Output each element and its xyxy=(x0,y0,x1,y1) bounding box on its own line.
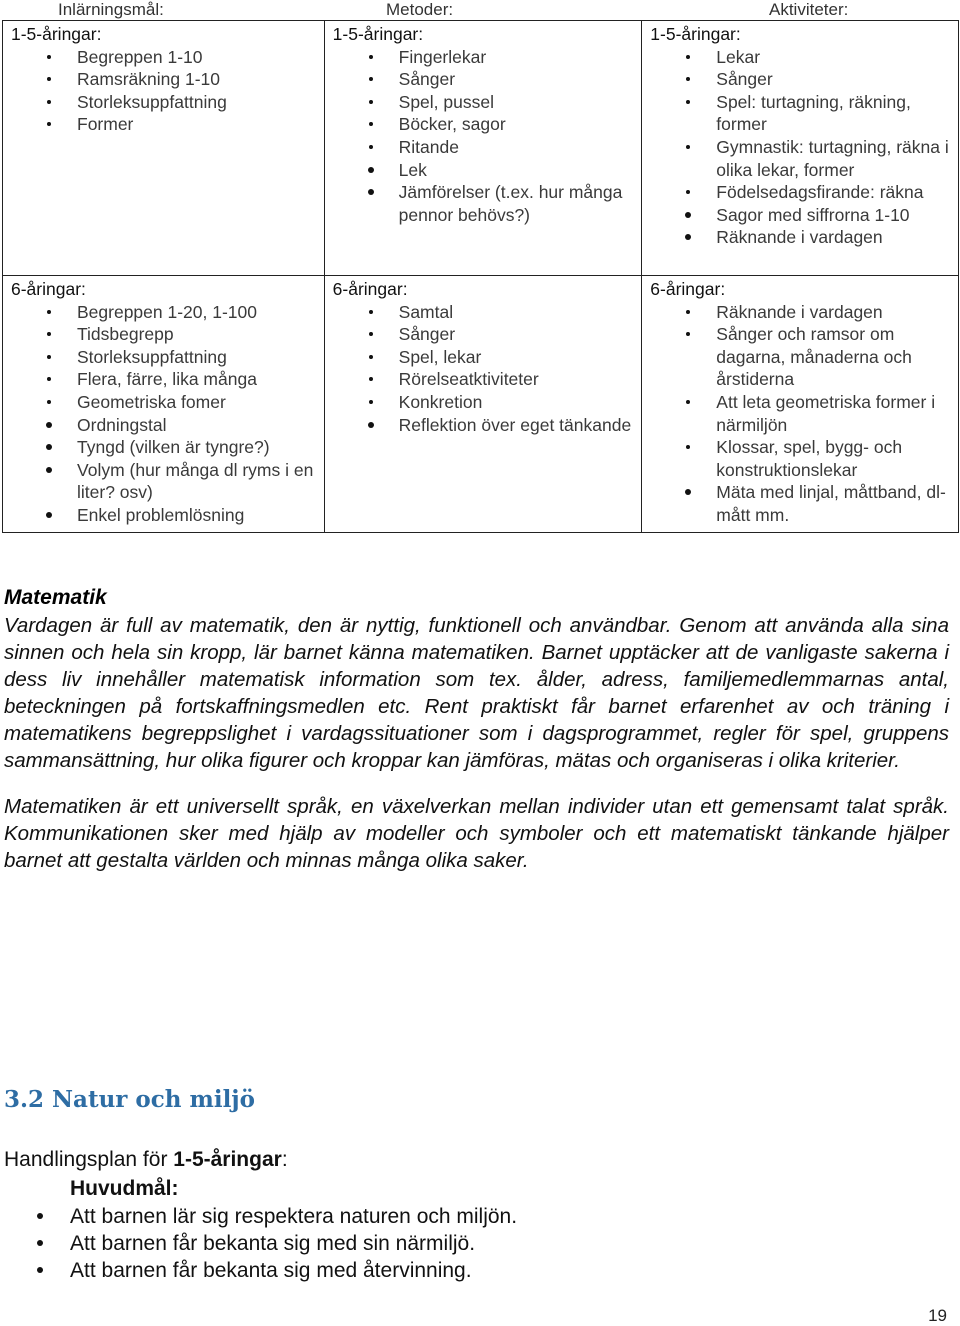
list-item: Födelsedagsfirande: räkna xyxy=(716,181,950,204)
group-label: 6-åringar: xyxy=(332,279,408,299)
list-item: Ordningstal xyxy=(77,414,316,437)
list-item: Former xyxy=(77,113,316,136)
list-item: Sånger och ramsor om dagarna, månaderna och årstiderna xyxy=(716,323,950,391)
group-label: 1-5-åringar: xyxy=(650,24,741,44)
list-item: Enkel problemlösning xyxy=(77,504,316,527)
cell-goals-1-5 xyxy=(3,21,325,276)
list-item: Att barnen lär sig respektera naturen och miljön. xyxy=(70,1205,518,1228)
matematik-paragraph-1: Vardagen är full av matematik, den är nyttig, funktionell och användbar. Genom att använda alla sina sinnen och hela sin kropp, lär barnet känna matematiken. Barnet upptäcker att de vanligaste sakerna i dess liv innehåller matematisk information som tex. ålder, adress, familjemedlemmarnas antal, beteckningen på fortskaffningsmedlen etc. Rent praktiskt får barnet erfarenhet av och träning i matematikens begreppslighet i vardagssituationer som i dagsprogrammet, regler för spel, gruppens sammansättning, hur olika figurer och kroppar kan jämföras, mätas och organiseras i olika kriterier. xyxy=(4,614,949,772)
list-item: Geometriska fomer xyxy=(77,391,316,414)
list-item: Tidsbegrepp xyxy=(77,323,316,346)
action-plan-colon: : xyxy=(281,1148,288,1171)
list-item: Spel, pussel xyxy=(399,91,634,114)
methods-list xyxy=(333,301,634,437)
list-item: Böcker, sagor xyxy=(399,113,634,136)
list-item: Klossar, spel, bygg- och konstruktionslekar xyxy=(716,436,950,481)
goals-list xyxy=(11,301,316,527)
page-number: 19 xyxy=(928,1306,947,1325)
list-item: Ritande xyxy=(399,136,634,159)
list-item: Spel, lekar xyxy=(399,346,634,369)
action-plan-intro: Handlingsplan för xyxy=(4,1148,168,1171)
list-item: Räknande i vardagen xyxy=(716,226,950,249)
group-label: 1-5-åringar: xyxy=(332,24,424,44)
action-plan-age: 1-5-åringar xyxy=(173,1148,282,1171)
list-item: Mäta med linjal, måttband, dl-mått mm. xyxy=(716,481,950,526)
action-plan-line xyxy=(4,1148,288,1172)
list-item: Ramsräkning 1-10 xyxy=(77,68,316,91)
main-goals-list xyxy=(70,1203,517,1284)
learning-plan-table xyxy=(2,20,959,533)
list-item: Volym (hur många dl ryms i en liter? osv) xyxy=(77,459,316,504)
list-item: Sagor med siffrorna 1-10 xyxy=(716,204,950,227)
list-item: Lek xyxy=(399,159,634,182)
list-item: Lekar xyxy=(716,46,950,69)
methods-list xyxy=(333,46,634,227)
matematik-section xyxy=(4,586,949,874)
list-item: Fingerlekar xyxy=(399,46,634,69)
cell-activities-6 xyxy=(642,276,959,533)
cell-methods-6 xyxy=(324,276,642,533)
list-item: Begreppen 1-20, 1-100 xyxy=(77,301,316,324)
group-label: 1-5-åringar: xyxy=(11,24,102,44)
list-item: Flera, färre, lika många xyxy=(77,368,316,391)
table-row-1-5 xyxy=(3,21,959,276)
list-item: Konkretion xyxy=(399,391,634,414)
list-item: Sånger xyxy=(716,68,950,91)
matematik-heading: Matematik xyxy=(4,586,107,609)
group-label: 6-åringar: xyxy=(650,279,726,299)
matematik-paragraph-2: Matematiken är ett universellt språk, en växelverkan mellan individer utan ett gemensamt talat språk. Kommunikationen sker med hjälp av modeller och symboler och ett matematiskt tänkande hjälper barnet att gestalta världen och minnas många olika saker. xyxy=(4,795,949,872)
list-item: Gymnastik: turtagning, räkna i olika lekar, former xyxy=(716,136,949,180)
list-item: Begreppen 1-10 xyxy=(77,46,316,69)
list-item: Storleksuppfattning xyxy=(77,346,316,369)
list-item: Storleksuppfattning xyxy=(77,91,316,114)
goals-list xyxy=(11,46,316,136)
header-aktiviteter: Aktiviteter: xyxy=(769,0,849,19)
list-item: Reflektion över eget tänkande xyxy=(399,414,634,437)
cell-activities-1-5 xyxy=(642,21,959,276)
section-heading: 3.2 Natur och miljö xyxy=(4,1086,255,1113)
header-metoder: Metoder: xyxy=(386,0,454,19)
table-row-6 xyxy=(3,276,959,533)
cell-goals-6 xyxy=(3,276,325,533)
cell-methods-1-5 xyxy=(324,21,642,276)
list-item: Att leta geometriska former i närmiljön xyxy=(716,391,950,436)
header-inlarningsmal: Inlärningsmål: xyxy=(58,0,164,19)
activities-list xyxy=(650,301,950,527)
list-item: Rörelseatktiviteter xyxy=(399,368,634,391)
group-label: 6-åringar: xyxy=(11,279,86,299)
main-goal-label: Huvudmål: xyxy=(70,1177,179,1200)
list-item: Att barnen får bekanta sig med sin närmiljö. xyxy=(70,1230,517,1257)
list-item: Räknande i vardagen xyxy=(716,301,950,324)
list-item: Samtal xyxy=(399,301,634,324)
activities-list xyxy=(650,46,950,249)
list-item: Sånger xyxy=(399,68,634,91)
list-item: Att barnen får bekanta sig med återvinning. xyxy=(70,1257,517,1284)
list-item: Tyngd (vilken är tyngre?) xyxy=(77,436,316,459)
list-item: Spel: turtagning, räkning, former xyxy=(716,91,950,136)
list-item: Jämförelser (t.ex. hur många pennor behövs?) xyxy=(399,181,634,226)
list-item: Sånger xyxy=(399,323,634,346)
